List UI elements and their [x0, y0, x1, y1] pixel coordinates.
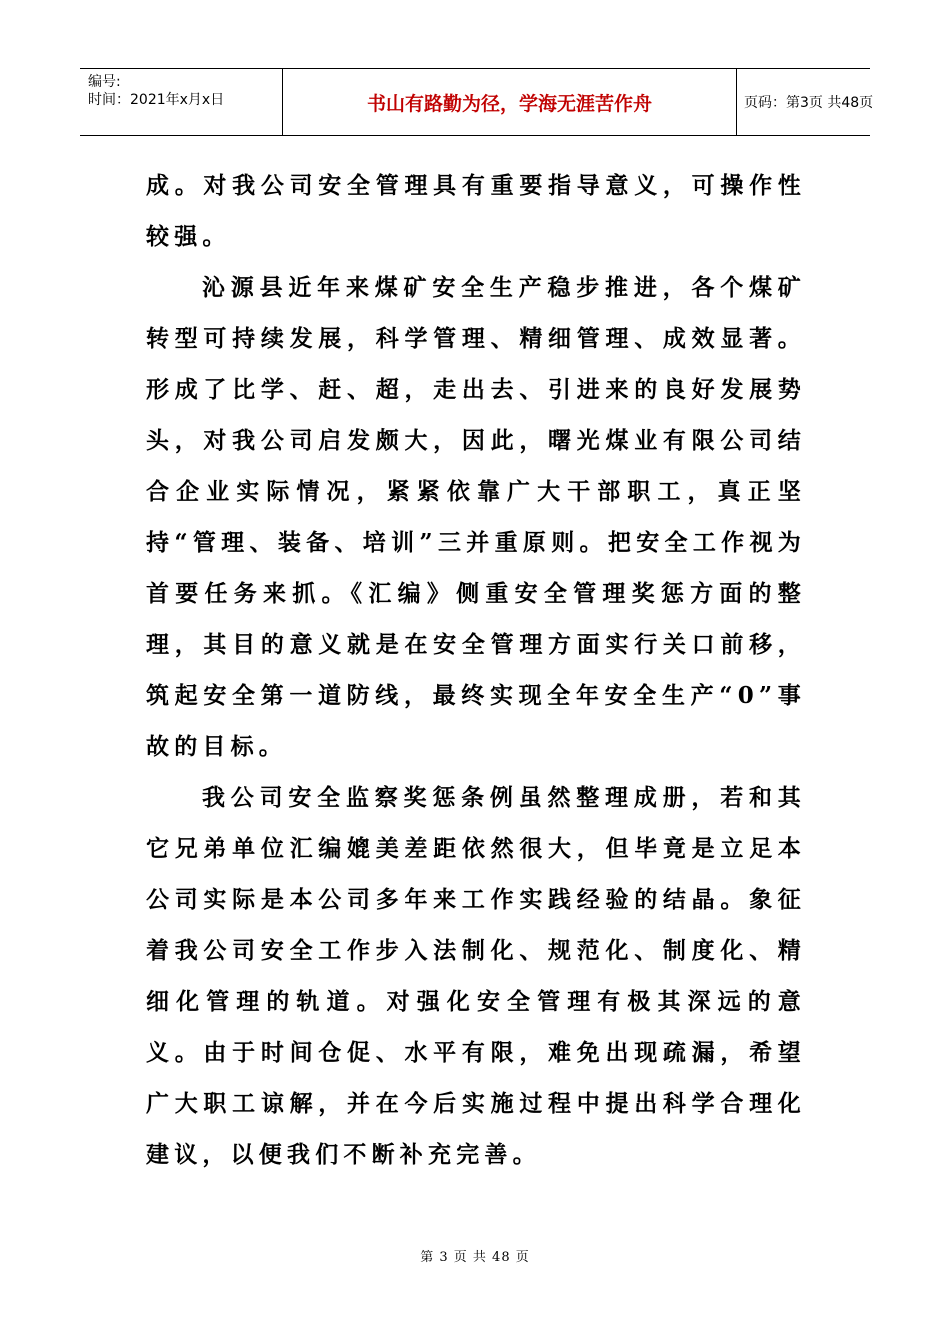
- page-footer: 第 3 页 共 48 页: [420, 1250, 530, 1265]
- paragraph: 沁源县近年来煤矿安全生产稳步推进，各个煤矿转型可持续发展，科学管理、精细管理、成效显著。形成了比学、赶、超，走出去、引进来的良好发展势头，对我公司启发颇大，因此，曙光煤业有限公司结合企业实际情况，紧紧依靠广大干部职工，真正坚持“管理、装备、培训”三并重原则。把安全工作视为首要任务来抓。《汇编》侧重安全管理奖惩方面的整理，其目的意义就是在安全管理方面实行关口前移，筑起安全第一道防线，最终实现全年安全生产“0”事故的目标。: [146, 274, 806, 760]
- paragraph: 我公司安全监察奖惩条例虽然整理成册，若和其它兄弟单位汇编媲美差距依然很大，但毕竟是立足本公司实际是本公司多年来工作实践经验的结晶。象征着我公司安全工作步入法制化、规范化、制度化、精细化管理的轨道。对强化安全管理有极其深远的意义。由于时间仓促、水平有限，难免出现疏漏，希望广大职工谅解，并在今后实施过程中提出科学合理化建议，以便我们不断补充完善。: [146, 784, 806, 1168]
- paragraph: 成。对我公司安全管理具有重要指导意义，可操作性较强。: [146, 172, 806, 250]
- serial-number-label: 编号:: [88, 74, 121, 90]
- date-label: 时间：2021年x月x日: [88, 92, 225, 108]
- page-header: [80, 68, 874, 136]
- document-body: [146, 160, 806, 1180]
- header-meta: [80, 69, 282, 135]
- header-page-number: 页码：第3页 共48页: [744, 95, 874, 111]
- header-motto: 书山有路勤为径，学海无涯苦作舟: [282, 69, 737, 135]
